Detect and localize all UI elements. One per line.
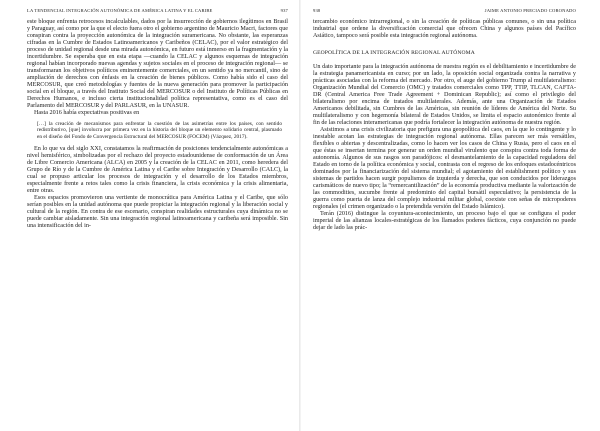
paragraph: Esos espacios promovieron una vertiente de monocrática para América Latina y el Caribe, que sólo serían posibles en la unidad autónoma que puede propiciar la integración regional y la liberación social y cultural de la región. En contra de ese escenario, conspiran realidades estructurales cuya dinámica no se puede cambiar aisladamente. Sin una integración regional latinoamericana y caribeña será imposible. Sin una intensificación del in- [27, 194, 288, 229]
paragraph: este bloque enfrenta retrocesos incalculables, dados por la insurrección de gobiernos ilegítimos en Brasil y Paraguay, así como por la que el electo fuera otro el gobierno argentino de Mauricio Macri, factores que conspiran contra la proyección autonómica de la integración suramericana. No obstante, las esperanzas cifradas en la Cumbre de Estados Latinoamericanos y Caribeños (CELAC), por el valor estratégico del proceso de unidad regional desde una mirada autonómica, en futuro está inmerso en la fragmentación y la incertidumbre. Se esperaba que en esta etapa —cuando la CELAC y algunos esquemas de integración regional habían incorporado nuevas agendas y sujetos sociales en el proceso de integración regional— se transformaran los objetivos políticos eminentemente comerciales, en un sentido ya no mercantil, sino de ampliación de derechos con énfasis en la creación de bienes públicos. Como había sido el caso del MERCOSUR, que creó metodologías y fuentes de la nueva generación para promover la participación social en el bloque, a través del Instituto Social del MERCOSUR o del Instituto de Políticas Públicas en Derechos Humanos, e incluso cierta institucionalidad política representativa, como es el caso del Parlamento del MERCOSUR y del PARLASUR, en la UNASUR. [27, 19, 288, 110]
paragraph: Hasta 2016 había expectativas positivas en [34, 110, 140, 117]
left-page-header [27, 8, 288, 19]
running-head-title: LA TENDENCIAL INTEGRACIÓN AUTONÓMICA DE AMÉRICA LATINA Y EL CARIBE [27, 8, 213, 13]
paragraph: En lo que va del siglo XXI, constatamos la reafirmación de posiciones tendencialmente autonómicas a nivel hemisférico, simbolizadas por el rechazo del proyecto estadounidense de conformación de un Área de Libre Comercio Americana (ALCA) en 2005 y la creación de la CELAC en 2011, como heredera del Grupo de Río y de la Cumbre de América Latina y el Caribe sobre Integración y Desarrollo (CALC), la cual se propuso articular los procesos de integración y el desarrollo de los Estados miembros, especialmente frente a retos tales como la crisis financiera, la crisis económica y la crisis alimentaria, entre otras. [27, 145, 288, 194]
page-number-right: 938 [313, 8, 321, 13]
paragraph: Asistimos a una crisis civilizatoria que prefigura una geopolítica del caos, en la que lo contingente y lo inestable acotan las estrategias de integración regional autónoma. Ellas parecen ser más versátiles, flexibles o abiertas y descentralizadas, como lo hacen ver los casos de China y Rusia, pero el caos en el que éstas se insertan termina por generar un orden mundial virulento que conspira contra toda forma de autonomía. Algunos de sus rasgos son paradójicos: el desmantelamiento de la capacidad reguladora del Estado en torno de la política económica y social, contrasta con el regreso de los enfoques estadocéntricos dominados por la financiarización del sistema mundial; el agotamiento del establishment político y sus sistemas de partidos hacen surgir populismos de izquierda y derecha, que son conducidos por liderazgos carismáticos de nuevo tipo; la “remercantilización” de la economía productiva mediante la valorización de las commodities, sucumbe frente al predominio del capital bursátil especulativo; la persistencia de la guerra como puerta de lanza del complejo industrial militar global, coexiste con señas de micropoderes regionales (el crimen organizado o la pretendida versión del Estado Islámico). [313, 127, 576, 211]
page-number-left: 937 [280, 8, 288, 13]
right-page-header [313, 8, 576, 19]
paragraph: Terán (2016) distingue la coyuntura-acontecimiento, un proceso bajo el que se configura el poder imperial de las alianzas locales-estratégicas de los llamados poderes fácticos, cuya conjunción no puede dejar de lado las prác- [313, 211, 576, 232]
section-heading: GEOPOLÍTICA DE LA INTEGRACIÓN REGIONAL AUTÓNOMA [313, 50, 475, 57]
paragraph: Un dato importante para la integración autónoma de nuestra región es el debilitamiento e incertidumbre de la estrategia panamericanista en curso; por un lado, la oposición social organizada contra la narrativa y prácticas asociadas con la reforma del mercado. Por otro, el auge del gobierno Trump al multilateralismo: Organización Mundial del Comercio (OMC) y tratados comerciales como TPP, TTIP, TLCAN, CAFTA-DR (Central America Free Trade Agreement + Dominican Republic); así como el privilegio del bilateralismo por encima de tratados multilaterales. Además, ante una Organización de Estados Americanos debilitada, sin Cumbres de las Américas, sin reunión de líderes de América del Norte. Su multilateralismo y con hegemonía bilateral de Estados Unidos, se limita el espacio autonómico frente al fin de las relaciones interamericanas que podría fortalecer la integración autónoma de nuestra región. [313, 64, 576, 127]
running-head-author: JAIME ANTONIO PRECIADO CORONADO [484, 8, 576, 13]
right-page [300, 0, 600, 431]
paragraph: tercambio económico intrarregional, o sin la creación de políticas públicas comunes, o sin una política industrial que ordene la diversificación comercial que ofrecen China y algunos países del Pacífico Asiático, tampoco será posible esta integración regional autónoma. [313, 19, 576, 40]
block-quote: […] la creación de mecanismos para enfrentar la cuestión de las asimetrías entre los países, con sentido redistributivo, [que] involucra por primera vez en la historia del bloque un elemento solidario central, plasmado en el diseño del Fondo de Convergencia Estructural del MERCOSUR (FOCEM) (Vázquez, 2017). [37, 121, 282, 140]
